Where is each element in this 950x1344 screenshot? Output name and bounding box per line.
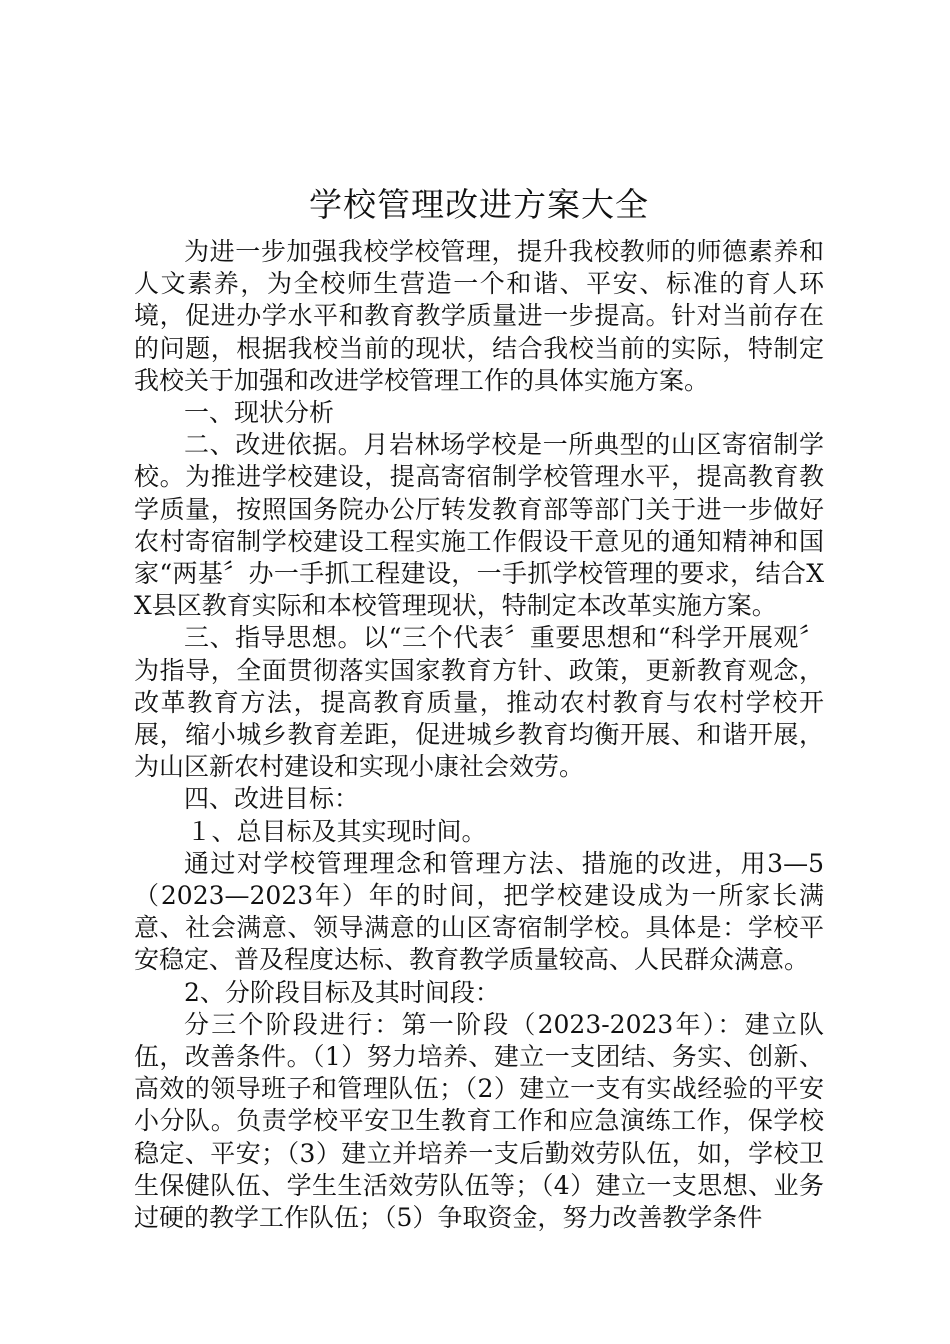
subheading-phase-goals: 2、分阶段目标及其时间段： xyxy=(184,977,500,1007)
subheading-overall-goal: １、总目标及其实现时间。 xyxy=(186,816,487,846)
section-heading-goals: 四、改进目标： xyxy=(184,784,360,814)
intro-paragraph: 为进一步加强我校学校管理，提升我校教师的师德素养和人文素养，为全校师生营造一个和谐、平安、标准的育人环境，促进办学水平和教育教学质量进一步提高。针对当前存在的问题，根据我校当前的现状，结合我校当前的实际，特制定我校关于加强和改进学校管理工作的具体实施方案。 xyxy=(134,237,824,395)
section-basis-paragraph: 二、改进依据。月岩林场学校是一所典型的山区寄宿制学校。为推进学校建设，提高寄宿制学校管理水平，提高教育教学质量，按照国务院办公厅转发教育部等部门关于进一步做好农村寄宿制学校建设工程实施工作假设干意见的通知精神和国家“两基〞办一手抓工程建设，一手抓学校管理的要求，结合XX县区教育实际和本校管理现状，特制定本改革实施方案。 xyxy=(134,430,824,621)
section-guiding-thought-paragraph: 三、指导思想。以“三个代表〞重要思想和“科学开展观〞为指导，全面贯彻落实国家教育方针、政策，更新教育观念，改革教育方法，提高教育质量，推动农村教育与农村学校开展，缩小城乡教育差距，促进城乡教育均衡开展、和谐开展，为山区新农村建设和实现小康社会效劳。 xyxy=(134,623,824,782)
phase-goals-paragraph: 分三个阶段进行：第一阶段（2023-2023年）：建立队伍，改善条件。（1）努力培养、建立一支团结、务实、创新、高效的领导班子和管理队伍；（2）建立一支有实战经验的平安小分队。负责学校平安卫生教育工作和应急演练工作，保学校稳定、平安；（3）建立并培养一支后勤效劳队伍，如，学校卫生保健队伍、学生生活效劳队伍等；（4）建立一支思想、业务过硬的教学工作队伍；（5）争取资金，努力改善教学条件 xyxy=(134,1009,824,1233)
document-page xyxy=(134,180,824,1234)
overall-goal-paragraph: 通过对学校管理理念和管理方法、措施的改进，用3—5（2023—2023年）年的时间，把学校建设成为一所家长满意、社会满意、领导满意的山区寄宿制学校。具体是：学校平安稳定、普及程度达标、教育教学质量较高、人民群众满意。 xyxy=(134,848,824,975)
document-title: 学校管理改进方案大全 xyxy=(309,185,649,224)
section-heading-status: 一、现状分析 xyxy=(184,398,335,428)
